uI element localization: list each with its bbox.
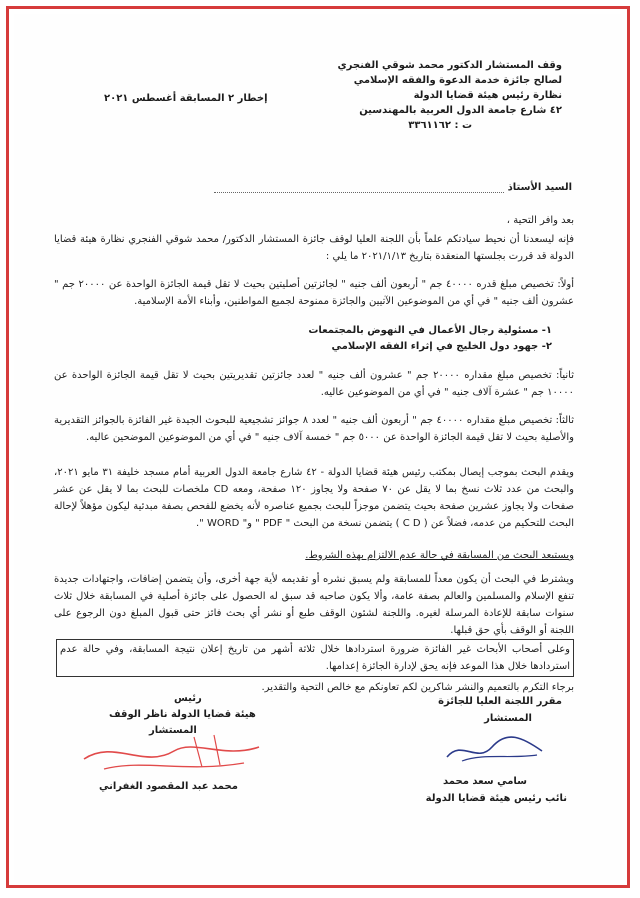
right-signature-scribble — [442, 729, 552, 769]
header-line-1: وقف المستشار الدكتور محمد شوقي الفنجري — [337, 60, 562, 71]
item-1-topic-1: ١- مسئولية رجال الأعمال في النهوض بالمجتمعات — [308, 325, 552, 336]
right-sig-line-2: المستشار — [484, 713, 532, 724]
intro-paragraph: فإنه ليسعدنا أن نحيط سيادتكم علماً بأن اللجنة العليا لوقف جائزة المستشار الدكتور/ محمد شوقي الفنجري نظارة هيئة قضايا الدولة قد قررت بجلستها المنعقدة بتاريخ ٢٠٢١/١/١٣ ما يلي : — [54, 234, 574, 262]
left-sig-line-2: هيئة قضايا الدولة ناظر الوقف — [109, 709, 256, 720]
right-sig-title: نائب رئيس هيئة قضايا الدولة — [425, 793, 567, 804]
left-sig-line-3: المستشار — [149, 725, 197, 736]
left-sig-name: محمد عبد المقصود الغفراني — [99, 781, 238, 792]
left-sig-line-1: رئيس — [174, 693, 202, 704]
header-line-2: لصالح جائزة خدمة الدعوة والفقه الإسلامي — [353, 75, 562, 86]
header-line-4: ٤٢ شارع جامعة الدول العربية بالمهندسين — [359, 105, 562, 116]
right-sig-name: سامي سعد محمد — [443, 776, 527, 787]
submission-paragraph: ويقدم البحث بموجب إيصال بمكتب رئيس هيئة قضايا الدولة - ٤٢ شارع جامعة الدول العربية أمام مسجد خليفة ٣١ مايو ٢٠٢١، والبحث من عدد ثلاث نسخ بما لا يقل عن ٧٠ صفحة ولا يجاوز ١٢٠ صفحة، ومعه CD ملخصات للبحث بما لا يقل عن عشر صفحات ولا يجاوز عشرين صفحة بحيث يتضمن موجزاً للبحث بجميع عناصره لأنه يخضع للفحص بصفة مبدئية ليكون مؤهلاً لإحالة البحث للتحكيم من عدمه، فضلاً عن ( C D ) يتضمن نسخة من البحث " PDF " و" WORD ". — [54, 467, 574, 529]
item-3-paragraph: ثالثاً: تخصيص مبلغ مقداره ٤٠٠٠٠ جم " أربعون ألف جنيه " لعدد ٨ جوائز تشجيعية للبحوث الجيدة غير الفائزة بالجوائز التقديرية والأصلية بحيث لا تقل قيمة الجائزة الواحدة عن ٥٠٠٠ جم " خمسة آلاف جنيه " في أي من الموضوعين الموضحين عاليه. — [54, 415, 574, 443]
notice-title: إخطار ٢ المسابقة أغسطس ٢٠٢١ — [104, 93, 268, 104]
submission-note: ويستبعد البحث من المسابقة في حالة عدم الالتزام بهذه الشروط. — [305, 550, 574, 561]
addressee-dotted-line — [214, 192, 504, 194]
header-line-5: ت : ٣٣٦١١٦٢ — [408, 120, 472, 131]
header-line-3: نظارة رئيس هيئة قضايا الدولة — [413, 90, 562, 101]
closing-line: برجاء التكرم بالتعميم والنشر شاكرين لكم تعاونكم مع خالص التحية والتقدير. — [261, 682, 574, 693]
item-1-paragraph: أولاً: تخصيص مبلغ قدره ٤٠٠٠٠ جم " أربعون ألف جنيه " لجائزتين أصليتين بحيث لا تقل قيمة الجائزة الواحدة عن ٢٠٠٠٠ جم " عشرون ألف جنيه " في أي من الموضوعين الآتيين والجائزة ممنوحة لجميع المواطنين، وأبناء الأمة الإسلامية. — [54, 279, 575, 307]
item-2-paragraph: ثانياً: تخصيص مبلغ مقداره ٢٠٠٠٠ جم " عشرون ألف جنيه " لعدد جائزتين تقديريتين بحيث لا تقل قيمة الجائزة الواحدة عن ١٠٠٠٠ جم " عشرة آلاف جنيه " في أي من الموضوعين عاليه. — [54, 370, 574, 398]
conditions-paragraph: ويشترط في البحث أن يكون معداً للمسابقة ولم يسبق نشره أو تقديمه لأية جهة أخرى، وأن يتضمن إضافات، واجتهادات جديدة تنفع الإسلام والمسلمين والعالم بصفة عامة، وألا يكون صاحبه قد سبق له الحصول على جائزة أصلية في المسابقة خلال ثلاث سنوات سابقة للإعادة المرسلة لغيره. واللجنة لشئون الوقف طبع أو نشر أي بحث فائز حتى قبول المبلغ دون الرجوع على اللجنة أو الوقف بأي حق قبلها. — [54, 574, 574, 636]
item-1-topic-2: ٢- جهود دول الخليج في إثراء الفقه الإسلامي — [331, 341, 552, 352]
conditions-note: وعلى أصحاب الأبحاث غير الفائزة ضرورة استردادها خلال ثلاثة أشهر من تاريخ إعلان نتيجة المسابقة، وفي حالة عدم استردادها خلال هذا الموعد فإنه يحق لإدارة الجائزة إعدامها. — [56, 639, 574, 677]
left-signature-stamp — [74, 729, 274, 779]
right-sig-line-1: مقرر اللجنة العليا للجائزة — [438, 696, 562, 707]
letter-page — [14, 14, 622, 880]
addressee-label: السيد الأستاذ — [507, 182, 572, 193]
greeting: بعد وافر التحية ، — [506, 215, 574, 226]
